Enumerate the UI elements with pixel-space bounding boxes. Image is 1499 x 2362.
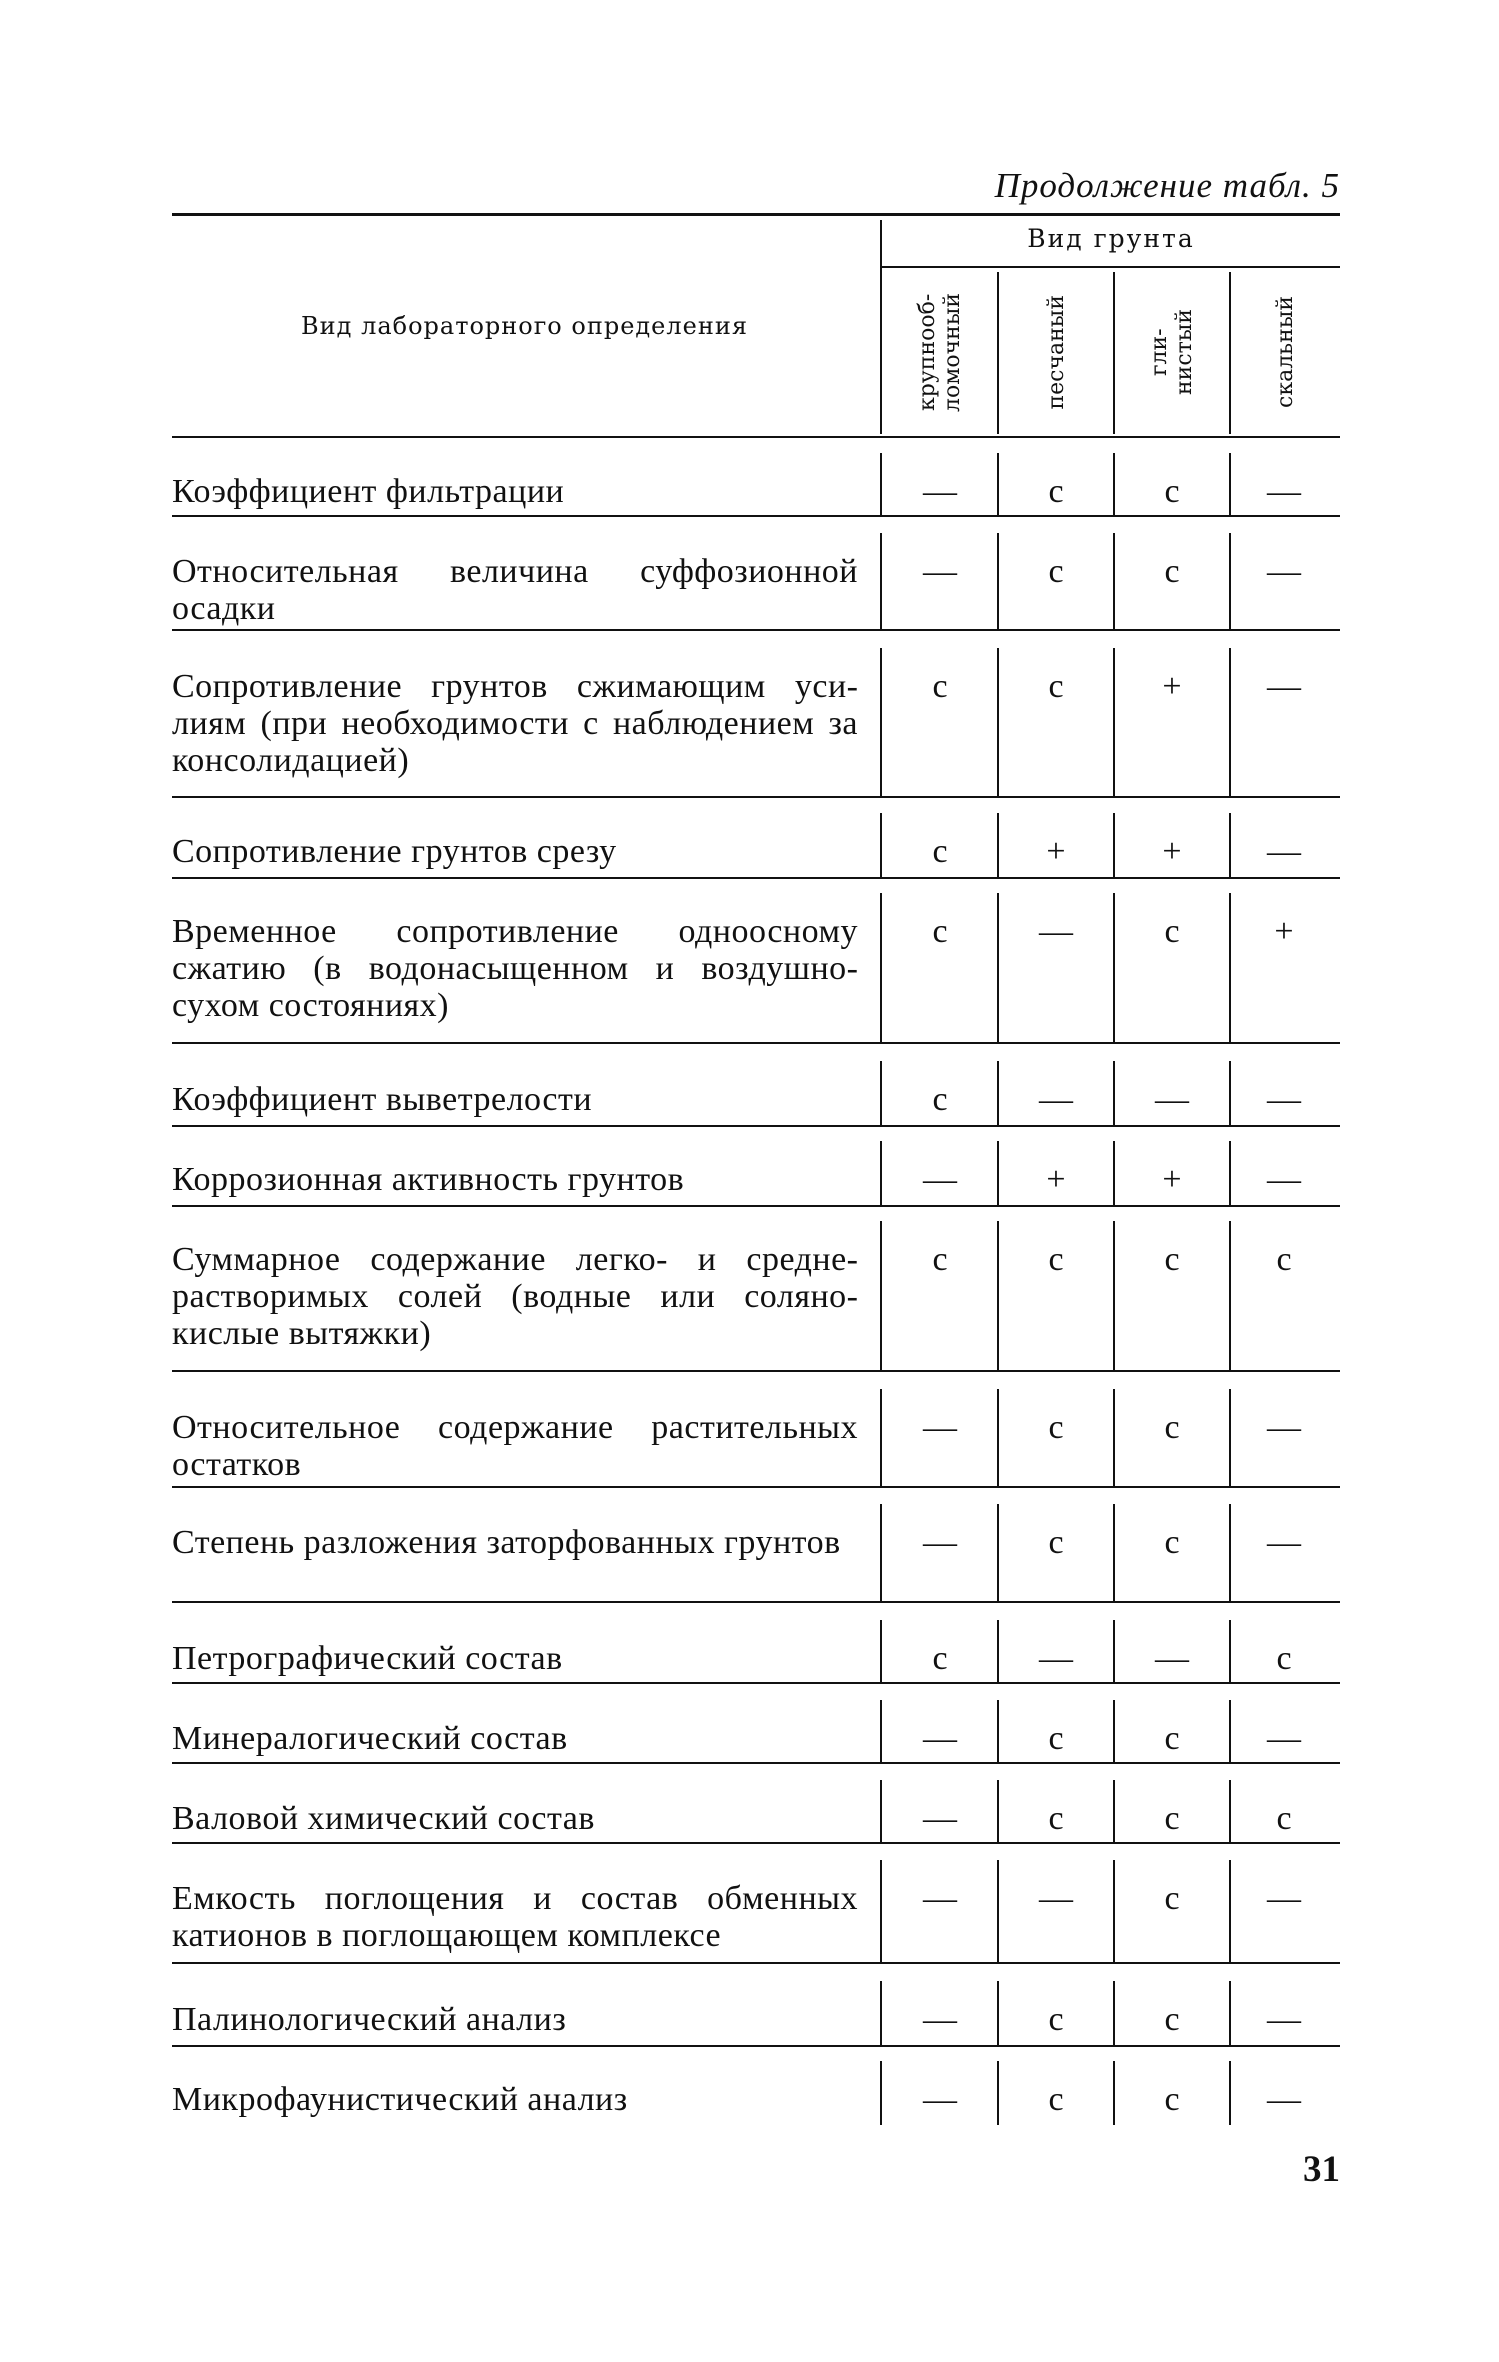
table-cell: — <box>1267 1720 1301 1757</box>
table-cell: с <box>1048 2001 1064 2038</box>
table-cell: — <box>923 1880 957 1917</box>
table-cell: с <box>1276 1800 1292 1837</box>
table-cell: с <box>1164 473 1180 510</box>
table-cell: с <box>1048 2081 1064 2118</box>
table-cell: с <box>1048 1720 1064 1757</box>
table-cell: с <box>1276 1640 1292 1677</box>
table-cell: — <box>1267 1524 1301 1561</box>
row-label: Коррозионная активность грунтов <box>172 1161 685 1198</box>
table-row <box>172 833 1340 879</box>
table-cell: с <box>932 913 948 950</box>
column-header-text: песчаный <box>1043 294 1069 410</box>
header-bottom-rule <box>172 436 1340 438</box>
row-rule <box>172 1205 1340 1207</box>
table-cell: — <box>1155 1640 1189 1677</box>
table-cell: с <box>932 833 948 870</box>
row-label: Микрофаунистический анализ <box>172 2081 628 2118</box>
header-row-label: Вид лабораторного определения <box>301 312 748 340</box>
row-label: Коэффициент фильтрации <box>172 473 565 510</box>
table-cell: — <box>1267 1161 1301 1198</box>
column-header-coarse <box>882 272 997 432</box>
table-cell: с <box>1048 473 1064 510</box>
table-row <box>172 1524 1340 1603</box>
table-cell: — <box>1155 1081 1189 1118</box>
table-cell: — <box>1267 2001 1301 2038</box>
table-cell: — <box>1267 1409 1301 1446</box>
table-cell: — <box>1267 2081 1301 2118</box>
row-label: Сопротивление грунтов сжимающим усилиям (при необходимости с наблюдением за консолидацией) <box>172 668 858 779</box>
table-cell: + <box>1162 833 1182 870</box>
table-cell: с <box>1048 1800 1064 1837</box>
table-row <box>172 2001 1340 2047</box>
table-row <box>172 1241 1340 1372</box>
table-row <box>172 1161 1340 1207</box>
row-label: Сопротивление грунтов срезу <box>172 833 617 870</box>
table-cell: — <box>1267 473 1301 510</box>
row-rule <box>172 1370 1340 1372</box>
row-rule <box>172 877 1340 879</box>
table-cell: — <box>1267 668 1301 705</box>
table-cell: с <box>1164 1880 1180 1917</box>
table-row <box>172 1720 1340 1764</box>
row-label: Суммарное содержание легко- и среднерастворимых солей (водные или солянокислые вытяжки) <box>172 1241 858 1352</box>
table-cell: с <box>1164 2081 1180 2118</box>
table-cell: — <box>923 1800 957 1837</box>
table-cell: с <box>1048 553 1064 590</box>
row-label: Временное сопротивление одноосному сжатию (в водонасыщенном и воздушносухом состояниях) <box>172 913 858 1024</box>
row-rule <box>172 1042 1340 1044</box>
table-cell: — <box>1267 1880 1301 1917</box>
table-row <box>172 2081 1340 2127</box>
table-cell: с <box>1164 913 1180 950</box>
table-cell: — <box>923 2001 957 2038</box>
continuation-caption: Продолжение табл. 5 <box>994 166 1340 205</box>
table-row <box>172 1640 1340 1684</box>
table-cell: с <box>1276 1241 1292 1278</box>
table-cell: с <box>1164 1720 1180 1757</box>
table-cell: — <box>923 553 957 590</box>
column-header-sandy <box>999 272 1113 432</box>
row-label: Петрографический состав <box>172 1640 563 1677</box>
table-cell: — <box>923 1409 957 1446</box>
row-rule <box>172 1125 1340 1127</box>
header-group-rule <box>880 266 1340 268</box>
table-cell: с <box>1164 1524 1180 1561</box>
table-cell: — <box>923 473 957 510</box>
table-cell: с <box>1164 1800 1180 1837</box>
row-rule <box>172 1486 1340 1488</box>
table-cell: + <box>1162 1161 1182 1198</box>
row-rule <box>172 796 1340 798</box>
table-cell: + <box>1162 668 1182 705</box>
table-cell: с <box>1164 1241 1180 1278</box>
table-top-rule <box>172 213 1340 216</box>
row-rule <box>172 515 1340 517</box>
column-header-rock <box>1231 272 1340 432</box>
table-cell: — <box>923 1161 957 1198</box>
column-header-text: скальный <box>1273 296 1298 408</box>
table-row <box>172 913 1340 1044</box>
table-cell: — <box>1267 1081 1301 1118</box>
row-rule <box>172 2045 1340 2047</box>
row-label: Относительное содержание растительных остатков <box>172 1409 858 1483</box>
table-cell: — <box>923 1524 957 1561</box>
table-row <box>172 1081 1340 1127</box>
table-cell: с <box>932 1640 948 1677</box>
table-cell: с <box>1048 1409 1064 1446</box>
table-cell: + <box>1046 1161 1066 1198</box>
table-cell: с <box>1048 668 1064 705</box>
table-cell: + <box>1274 913 1294 950</box>
table-cell: — <box>1039 1880 1073 1917</box>
table-cell: — <box>923 2081 957 2118</box>
table-cell: с <box>932 1241 948 1278</box>
row-label: Палинологический анализ <box>172 2001 567 2038</box>
header-group-label: Вид грунта <box>1027 224 1195 253</box>
column-header-text: крупнооб- ломочный <box>914 292 965 412</box>
row-label: Минералогический состав <box>172 1720 568 1757</box>
table-row <box>172 553 1340 631</box>
table-cell: + <box>1046 833 1066 870</box>
table-row <box>172 668 1340 798</box>
row-label: Относительная величина суффозионной осадки <box>172 553 858 627</box>
row-rule <box>172 1601 1340 1603</box>
table-cell: с <box>1048 1524 1064 1561</box>
table-cell: с <box>1048 1241 1064 1278</box>
table-row <box>172 1409 1340 1488</box>
table-cell: с <box>932 668 948 705</box>
row-label: Емкость поглощения и состав обменных катионов в поглощающем комплексе <box>172 1880 858 1954</box>
table-cell: с <box>932 1081 948 1118</box>
row-rule <box>172 1962 1340 1964</box>
table-cell: — <box>1039 1081 1073 1118</box>
table-cell: — <box>923 1720 957 1757</box>
row-label: Степень разложения заторфованных грунтов <box>172 1524 841 1561</box>
table-cell: — <box>1039 1640 1073 1677</box>
row-rule <box>172 1682 1340 1684</box>
row-label: Валовой химический состав <box>172 1800 595 1837</box>
row-rule <box>172 1842 1340 1844</box>
table-cell: — <box>1039 913 1073 950</box>
page-number: 31 <box>1303 2149 1340 2190</box>
row-rule <box>172 1762 1340 1764</box>
table-cell: — <box>1267 833 1301 870</box>
table-cell: с <box>1164 2001 1180 2038</box>
table-row <box>172 1800 1340 1844</box>
table-cell: с <box>1164 553 1180 590</box>
table-row <box>172 473 1340 517</box>
table-cell: с <box>1164 1409 1180 1446</box>
table-row <box>172 1880 1340 1964</box>
column-header-clay <box>1115 272 1229 432</box>
column-header-text: гли- нистый <box>1147 309 1197 395</box>
row-rule <box>172 629 1340 631</box>
table-cell: — <box>1267 553 1301 590</box>
row-label: Коэффициент выветрелости <box>172 1081 593 1118</box>
